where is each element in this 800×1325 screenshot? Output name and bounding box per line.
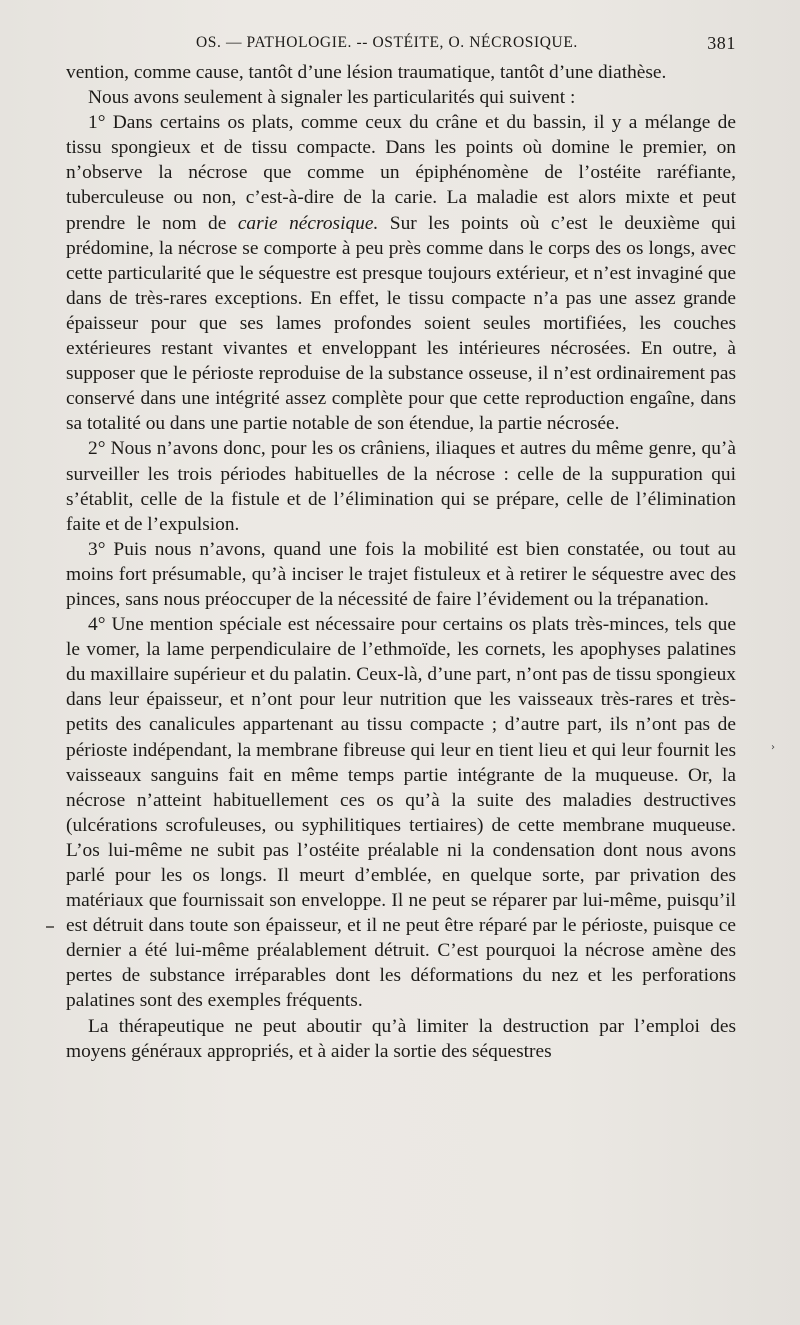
paragraph-point-2: 2° Nous n’avons donc, pour les os crâniens, iliaques et autres du même genre, qu’à surveiller les trois périodes habituelles de la nécrose : celle de la suppuration qui s’établit, celle de la fistule et de l’élimination qui se prépare, celle de l’élimination faite et de l’expulsion.	[66, 438, 736, 535]
paragraph-therapeutics: La thérapeutique ne peut aboutir qu’à limiter la destruction par l’emploi des moyens généraux appropriés, et à aider la sortie des séquestres	[66, 1015, 736, 1062]
paragraph-continuation: vention, comme cause, tantôt d’une lésion traumatique, tantôt d’une diathèse.	[66, 62, 667, 83]
page-number: 381	[707, 33, 736, 53]
paragraph-point-1-text-b: Sur les points où c’est le deuxième qui prédomine, la nécrose se comporte à peu près comme dans le corps des os longs, avec cette particularité que le séquestre est presque toujours extérieur, et n’est invaginé que dans de très-rares exceptions. En effet, le tissu compacte n’a pas une assez grande épaisseur pour que ses lames profondes soient seules mortifiées, les couches extérieures restant vivantes et enveloppant les intérieures nécrosées. En outre, à supposer que le périoste reproduise de la substance osseuse, il n’est ordinairement pas conservé dans une intégrité assez complète pour que cette reproduction engaîne, dans sa totalité ou dans une partie notable de son étendue, la partie nécrosée.	[66, 212, 736, 435]
running-head	[66, 30, 736, 56]
body-text	[66, 60, 736, 1064]
paragraph-point-4: 4° Une mention spéciale est nécessaire pour certains os plats très-minces, tels que le vomer, la lame perpendiculaire de l’ethmoïde, les cornets, les apophyses palatines du maxillaire supérieur et du palatin. Ceux-là, d’une part, n’ont pas de tissu spongieux dans leur épaisseur, et n’ont pour leur nutrition que les vaisseaux très-rares et très-petits des canalicules appartenant au tissu compacte ; d’autre part, ils n’ont pas de périoste indépendant, la membrane fibreuse qui leur en tient lieu et qui leur fournit les vaisseaux sanguins fait en même temps partie intégrante de la muqueuse. Or, la nécrose n’atteint habituellement ces os qu’à la suite des maladies destructives (ulcérations scrofuleuses, ou syphilitiques tertiaires) de cette membrane muqueuse. L’os lui-même ne subit pas l’ostéite préalable ni la condensation dont nous avons parlé pour les os longs. Il meurt d’emblée, en quelque sorte, par privation des matériaux que fournissait son enveloppe. Il ne peut se réparer par lui-même, puisqu’il est détruit dans toute son épaisseur, et il ne peut être réparé par le périoste, puisque ce dernier a été lui-même préalablement détruit. C’est pourquoi la nécrose amène des pertes de substance irréparables dont les déformations du nez et les perforations palatines sont des exemples fréquents.	[66, 614, 736, 1012]
margin-dash	[46, 926, 54, 928]
paragraph-point-3: 3° Puis nous n’avons, quand une fois la mobilité est bien constatée, ou tout au moins fort présumable, qu’à inciser le trajet fistuleux et à retirer le séquestre avec des pinces, sans nous préoccuper de la nécessité de faire l’évidement ou la trépanation.	[66, 538, 736, 610]
paragraph-point-1	[66, 110, 736, 436]
margin-mark: ›	[771, 742, 775, 753]
paragraph-intro: Nous avons seulement à signaler les particularités qui suivent :	[88, 87, 576, 109]
running-head-title: OS. — PATHOLOGIE. -- OSTÉITE, O. NÉCROSIQUE.	[196, 34, 578, 51]
paragraph-point-1-text-a: 1° Dans certains os plats, comme ceux du crâne et du bassin, il y a mélange de tissu spongieux et de tissu compacte. Dans les points où domine le premier, on n’observe la nécrose que comme un épiphénomène de l’ostéite raréfiante, tuberculeuse ou non, c’est-à-dire de la carie. La maladie est alors mixte et peut prendre le nom de	[66, 112, 736, 234]
emphasis-carie-necrosique: carie nécrosique.	[237, 212, 379, 234]
